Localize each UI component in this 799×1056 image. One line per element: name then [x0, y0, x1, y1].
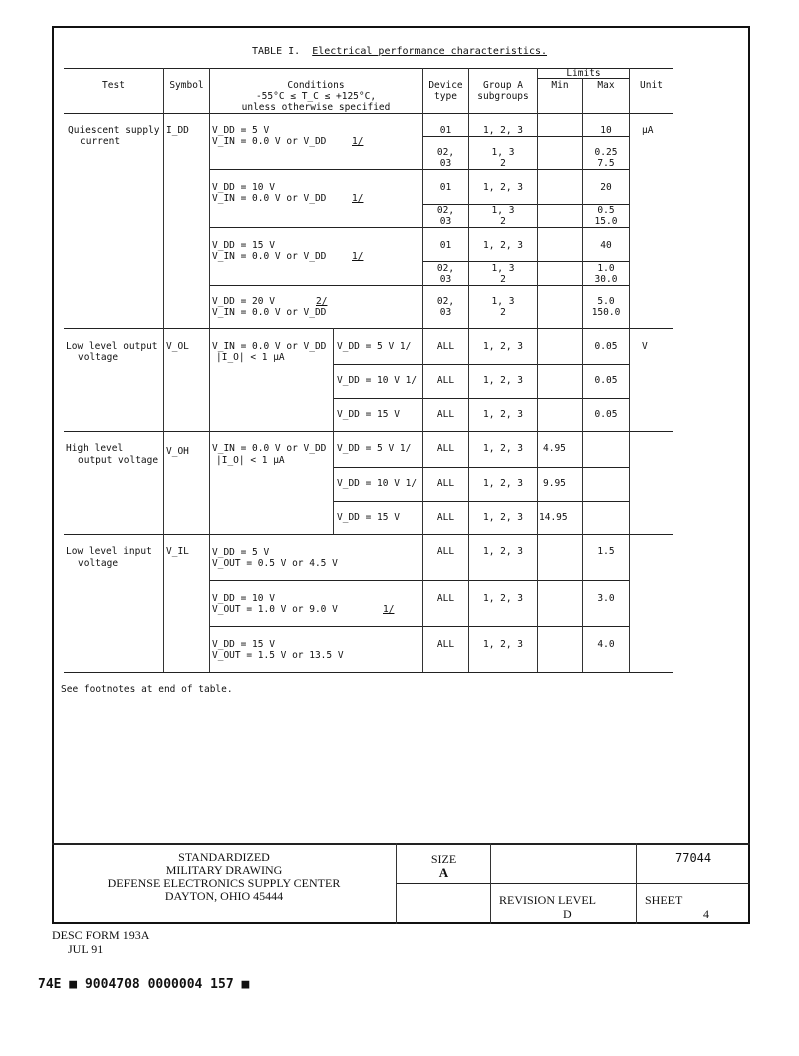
- max-value: 30.0: [594, 274, 618, 285]
- document-control-number: 74E ■ 9004708 0000004 157 ■: [38, 977, 250, 992]
- form-number: DESC FORM 193A: [52, 928, 150, 942]
- max-value: 40: [600, 240, 612, 251]
- subgroups: 1, 2, 3: [482, 512, 524, 523]
- device-type: ALL: [436, 639, 455, 650]
- vil-cond-vout: V_OUT = 1.5 V or 13.5 V: [212, 650, 344, 661]
- vil-cond-vdd: V_DD = 10 V: [212, 593, 275, 604]
- vol-test-label: Low level output: [66, 341, 158, 352]
- voh-test-label: High level: [66, 443, 124, 454]
- idd-cond-vdd: V_DD = 20 V: [212, 296, 275, 307]
- max-value: 0.05: [594, 341, 618, 352]
- device-type: 03: [439, 216, 452, 227]
- subgroups: 2: [500, 158, 506, 169]
- vil-cond-vout: V_OUT = 0.5 V or 4.5 V: [212, 558, 338, 569]
- idd-cond-vdd: V_DD = 10 V: [212, 182, 275, 193]
- min-value: 4.95: [543, 443, 566, 454]
- idd-unit: µA: [642, 125, 654, 136]
- header-conditions-temp: -55°C ≤ T_C ≤ +125°C,: [255, 91, 377, 102]
- voh-cond-vin: V_IN = 0.0 V or V_DD: [212, 443, 327, 454]
- max-value: 7.5: [597, 158, 615, 169]
- revision-value: D: [563, 907, 572, 921]
- voh-vdd-condition: V_DD = 5 V 1/: [337, 443, 412, 454]
- idd-test-label-2: current: [80, 136, 121, 147]
- device-type: ALL: [436, 593, 455, 604]
- header-unit: Unit: [640, 80, 663, 91]
- vol-cond-vin: V_IN = 0.0 V or V_DD: [212, 341, 327, 352]
- max-value: 150.0: [591, 307, 621, 318]
- subgroups: 1, 2, 3: [482, 125, 524, 136]
- device-type: 03: [439, 158, 452, 169]
- idd-cond-vin: V_IN = 0.0 V or V_DD: [212, 307, 327, 318]
- footnote-ref: 2/: [316, 296, 328, 307]
- device-type: 01: [439, 182, 452, 193]
- voh-cond-io: |I_O| < 1 µA: [216, 455, 285, 466]
- header-group: Group A: [482, 80, 524, 91]
- idd-cond-vdd: V_DD = 5 V: [212, 125, 270, 136]
- header-symbol: Symbol: [169, 80, 204, 91]
- vil-symbol: V_IL: [166, 546, 189, 557]
- max-value: 4.0: [597, 639, 615, 650]
- footnote-ref: 1/: [352, 136, 364, 147]
- subgroups: 1, 3: [491, 147, 515, 158]
- subgroups: 1, 2, 3: [482, 409, 524, 420]
- vil-cond-vdd: V_DD = 5 V: [212, 547, 270, 558]
- sheet-value: 4: [703, 907, 709, 921]
- voh-vdd-condition: V_DD = 10 V 1/: [337, 478, 418, 489]
- subgroups: 1, 2, 3: [482, 443, 524, 454]
- device-type: ALL: [436, 478, 455, 489]
- revision-label: REVISION LEVEL: [499, 893, 596, 907]
- vol-vdd-condition: V_DD = 15 V: [337, 409, 400, 420]
- vol-unit: V: [642, 341, 648, 352]
- drawing-title-2: MILITARY DRAWING: [165, 863, 283, 877]
- device-type: 01: [439, 240, 452, 251]
- max-value: 1.0: [597, 263, 615, 274]
- subgroups: 1, 3: [491, 263, 515, 274]
- voh-test-label-2: output voltage: [78, 455, 159, 466]
- device-type: 02,: [436, 147, 455, 158]
- table-title: TABLE I. Electrical performance characteristics.: [251, 46, 548, 57]
- vil-test-label-2: voltage: [78, 558, 119, 569]
- header-test: Test: [102, 80, 125, 91]
- vol-cond-io: |I_O| < 1 µA: [216, 352, 285, 363]
- vil-cond-vout: V_OUT = 1.0 V or 9.0 V: [212, 604, 338, 615]
- size-value: A: [438, 865, 449, 880]
- subgroups: 1, 2, 3: [482, 240, 524, 251]
- drawing-title-3: DEFENSE ELECTRONICS SUPPLY CENTER: [107, 876, 341, 890]
- subgroups: 1, 3: [491, 296, 515, 307]
- voh-symbol: V_OH: [166, 446, 189, 457]
- page-frame: [52, 26, 750, 924]
- footnote-ref: 1/: [383, 604, 395, 615]
- idd-cond-vin: V_IN = 0.0 V or V_DD: [212, 136, 327, 147]
- device-type: 03: [439, 307, 452, 318]
- vol-test-label-2: voltage: [78, 352, 119, 363]
- vil-cond-vdd: V_DD = 15 V: [212, 639, 275, 650]
- vol-symbol: V_OL: [166, 341, 189, 352]
- subgroups: 1, 2, 3: [482, 478, 524, 489]
- drawing-title-4: DAYTON, OHIO 45444: [164, 889, 284, 903]
- device-type: ALL: [436, 546, 455, 557]
- subgroups: 2: [500, 216, 506, 227]
- device-type: ALL: [436, 443, 455, 454]
- form-date: JUL 91: [68, 942, 104, 956]
- max-value: 0.25: [594, 147, 618, 158]
- sheet-label: SHEET: [645, 893, 683, 907]
- idd-test-label: Quiescent supply: [68, 125, 160, 136]
- header-max: Max: [597, 80, 615, 91]
- header-subgroups: subgroups: [477, 91, 529, 102]
- subgroups: 1, 2, 3: [482, 375, 524, 386]
- min-value: 9.95: [543, 478, 566, 489]
- subgroups: 1, 2, 3: [482, 639, 524, 650]
- min-value: 14.95: [539, 512, 568, 523]
- subgroups: 1, 2, 3: [482, 341, 524, 352]
- max-value: 5.0: [597, 296, 615, 307]
- device-type: ALL: [436, 512, 455, 523]
- footnote-reference-text: See footnotes at end of table.: [61, 684, 233, 695]
- device-type: 03: [439, 274, 452, 285]
- drawing-title-1: STANDARDIZED: [178, 850, 270, 864]
- idd-cond-vdd: V_DD = 15 V: [212, 240, 275, 251]
- device-type: ALL: [436, 341, 455, 352]
- idd-symbol: I_DD: [166, 125, 189, 136]
- header-device: Device: [428, 80, 463, 91]
- device-type: 02,: [436, 296, 455, 307]
- idd-cond-vin: V_IN = 0.0 V or V_DD: [212, 193, 327, 204]
- header-conditions: Conditions: [287, 80, 345, 91]
- subgroups: 2: [500, 307, 506, 318]
- vol-vdd-condition: V_DD = 10 V 1/: [337, 375, 418, 386]
- document-number: 77044: [675, 851, 712, 865]
- header-conditions-note: unless otherwise specified: [241, 102, 391, 113]
- max-value: 3.0: [597, 593, 615, 604]
- max-value: 0.05: [594, 409, 618, 420]
- max-value: 10: [600, 125, 612, 136]
- size-label: SIZE: [430, 852, 457, 866]
- vol-vdd-condition: V_DD = 5 V 1/: [337, 341, 412, 352]
- device-type: ALL: [436, 409, 455, 420]
- max-value: 20: [600, 182, 612, 193]
- subgroups: 2: [500, 274, 506, 285]
- device-type: 02,: [436, 263, 455, 274]
- header-device-type: type: [434, 91, 457, 102]
- subgroups: 1, 3: [491, 205, 515, 216]
- max-value: 1.5: [597, 546, 615, 557]
- idd-cond-vin: V_IN = 0.0 V or V_DD: [212, 251, 327, 262]
- vil-test-label: Low level input: [66, 546, 152, 557]
- subgroups: 1, 2, 3: [482, 593, 524, 604]
- header-min: Min: [551, 80, 569, 91]
- subgroups: 1, 2, 3: [482, 182, 524, 193]
- max-value: 0.05: [594, 375, 618, 386]
- max-value: 15.0: [594, 216, 618, 227]
- device-type: 01: [439, 125, 452, 136]
- subgroups: 1, 2, 3: [482, 546, 524, 557]
- footnote-ref: 1/: [352, 193, 364, 204]
- device-type: 02,: [436, 205, 455, 216]
- footnote-ref: 1/: [352, 251, 364, 262]
- voh-vdd-condition: V_DD = 15 V: [337, 512, 400, 523]
- max-value: 0.5: [597, 205, 615, 216]
- device-type: ALL: [436, 375, 455, 386]
- header-limits: Limits: [566, 68, 601, 79]
